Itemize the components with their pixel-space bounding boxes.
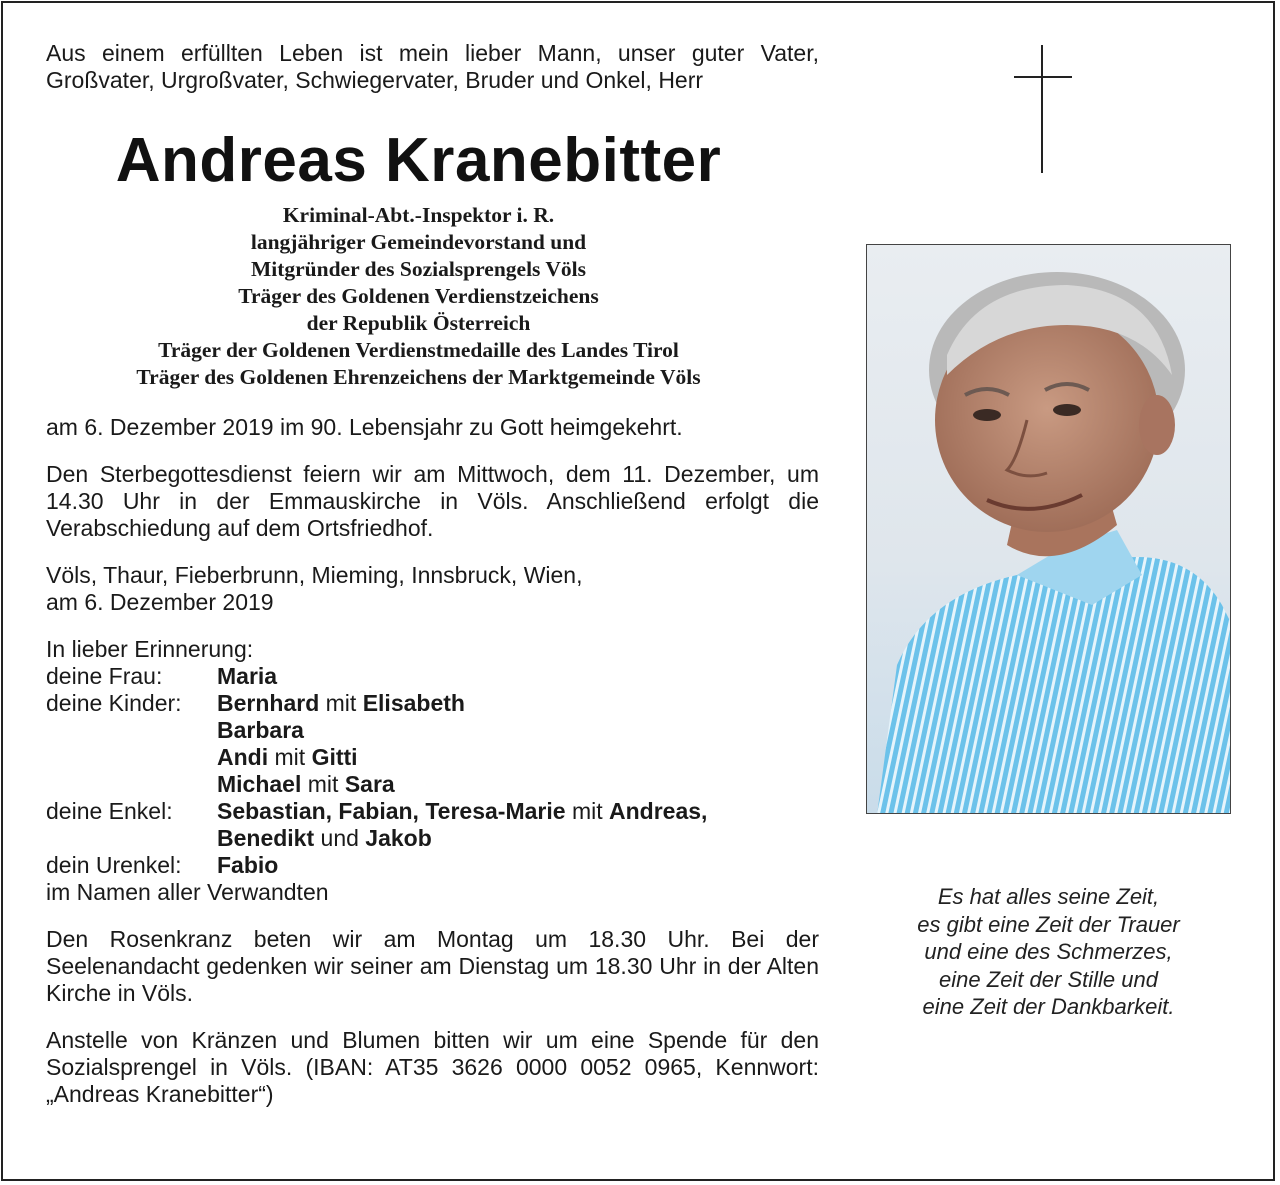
rosary-text: Den Rosenkranz beten wir am Montag um 18.30 Uhr. Bei der Seelenandacht gedenken wir seiner am Dienstag um 18.30 Uhr in der Alten Kirche in Völs. xyxy=(46,926,819,1006)
family-member: Bernhard xyxy=(217,690,320,716)
family-member: Fabio xyxy=(217,852,279,878)
family-member: Andreas, xyxy=(609,798,708,824)
quote-line: Es hat alles seine Zeit, xyxy=(937,884,1160,909)
relation-label: deine Frau: xyxy=(46,663,163,689)
portrait-photo xyxy=(866,244,1231,814)
connector-text: mit xyxy=(571,798,603,824)
portrait-illustration xyxy=(867,245,1231,814)
family-row xyxy=(46,798,707,825)
honor-line: Mitgründer des Sozialsprengels Völs xyxy=(250,257,587,281)
family-member: Sara xyxy=(344,771,395,797)
death-date-text: am 6. Dezember 2019 im 90. Lebensjahr zu Gott heimgekehrt. xyxy=(46,414,683,440)
donation-text: Anstelle von Kränzen und Blumen bitten wir um eine Spende für den Sozialsprengel in Völs. (IBAN: AT35 3626 0000 0052 0965, Kennwort: „Andreas Kranebitter“) xyxy=(46,1027,819,1107)
family-member: Elisabeth xyxy=(362,690,465,716)
family-row xyxy=(46,690,707,717)
family-row xyxy=(46,717,707,744)
honor-line: Träger des Goldenen Ehrenzeichens der Marktgemeinde Völs xyxy=(136,365,701,389)
family-member: Benedikt xyxy=(217,825,315,851)
relation-label: dein Urenkel: xyxy=(46,852,182,878)
quote-line: eine Zeit der Dankbarkeit. xyxy=(922,994,1175,1019)
memory-heading: In lieber Erinnerung: xyxy=(46,636,254,662)
connector-text: mit xyxy=(274,744,306,770)
family-member: Jakob xyxy=(365,825,432,851)
quote-line: eine Zeit der Stille und xyxy=(939,966,1158,992)
relation-label: deine Kinder: xyxy=(46,690,182,716)
family-row xyxy=(46,825,707,852)
honors-list xyxy=(32,202,805,391)
place-date-text: am 6. Dezember 2019 xyxy=(46,589,274,615)
family-member: Barbara xyxy=(217,717,304,743)
family-member: Maria xyxy=(217,663,278,689)
family-row xyxy=(46,744,707,771)
connector-text: mit xyxy=(325,690,357,716)
honor-line: der Republik Österreich xyxy=(306,311,531,335)
funeral-service-text: Den Sterbegottesdienst feiern wir am Mittwoch, dem 11. Dezember, um 14.30 Uhr in der Emmauskirche in Völs. Anschließend erfolgt die Verabschiedung auf dem Ortsfriedhof. xyxy=(46,461,819,541)
quote-line: und eine des Schmerzes, xyxy=(924,939,1173,964)
relation-label: deine Enkel: xyxy=(46,798,173,824)
notice-main-column xyxy=(46,40,819,1108)
family-member: Gitti xyxy=(311,744,358,770)
connector-text: und xyxy=(320,825,359,851)
connector-text: mit xyxy=(307,771,339,797)
intro-text: Aus einem erfüllten Leben ist mein lieber Mann, unser guter Vater, Großvater, Urgroßvater, Schwiegervater, Bruder und Onkel, Herr xyxy=(46,40,819,93)
relatives-text: im Namen aller Verwandten xyxy=(46,879,329,905)
honor-line: Kriminal-Abt.-Inspektor i. R. xyxy=(282,203,555,227)
cross-icon xyxy=(1014,45,1072,173)
family-member: Sebastian, Fabian, Teresa-Marie xyxy=(217,798,566,824)
quote-line: es gibt eine Zeit der Trauer xyxy=(917,911,1180,937)
family-row xyxy=(46,852,707,879)
family-row xyxy=(46,771,707,798)
honor-line: Träger der Goldenen Verdienstmedaille des Landes Tirol xyxy=(158,338,679,362)
places-text: Völs, Thaur, Fieberbrunn, Mieming, Innsbruck, Wien, xyxy=(46,562,583,588)
quote-block xyxy=(866,883,1231,1021)
honor-line: Träger des Goldenen Verdienstzeichens xyxy=(238,284,599,308)
family-list xyxy=(46,663,707,879)
family-member: Michael xyxy=(217,771,302,797)
honor-line: langjähriger Gemeindevorstand und xyxy=(250,230,587,254)
family-member: Andi xyxy=(217,744,269,770)
family-row xyxy=(46,663,707,690)
deceased-name: Andreas Kranebitter xyxy=(115,126,722,195)
